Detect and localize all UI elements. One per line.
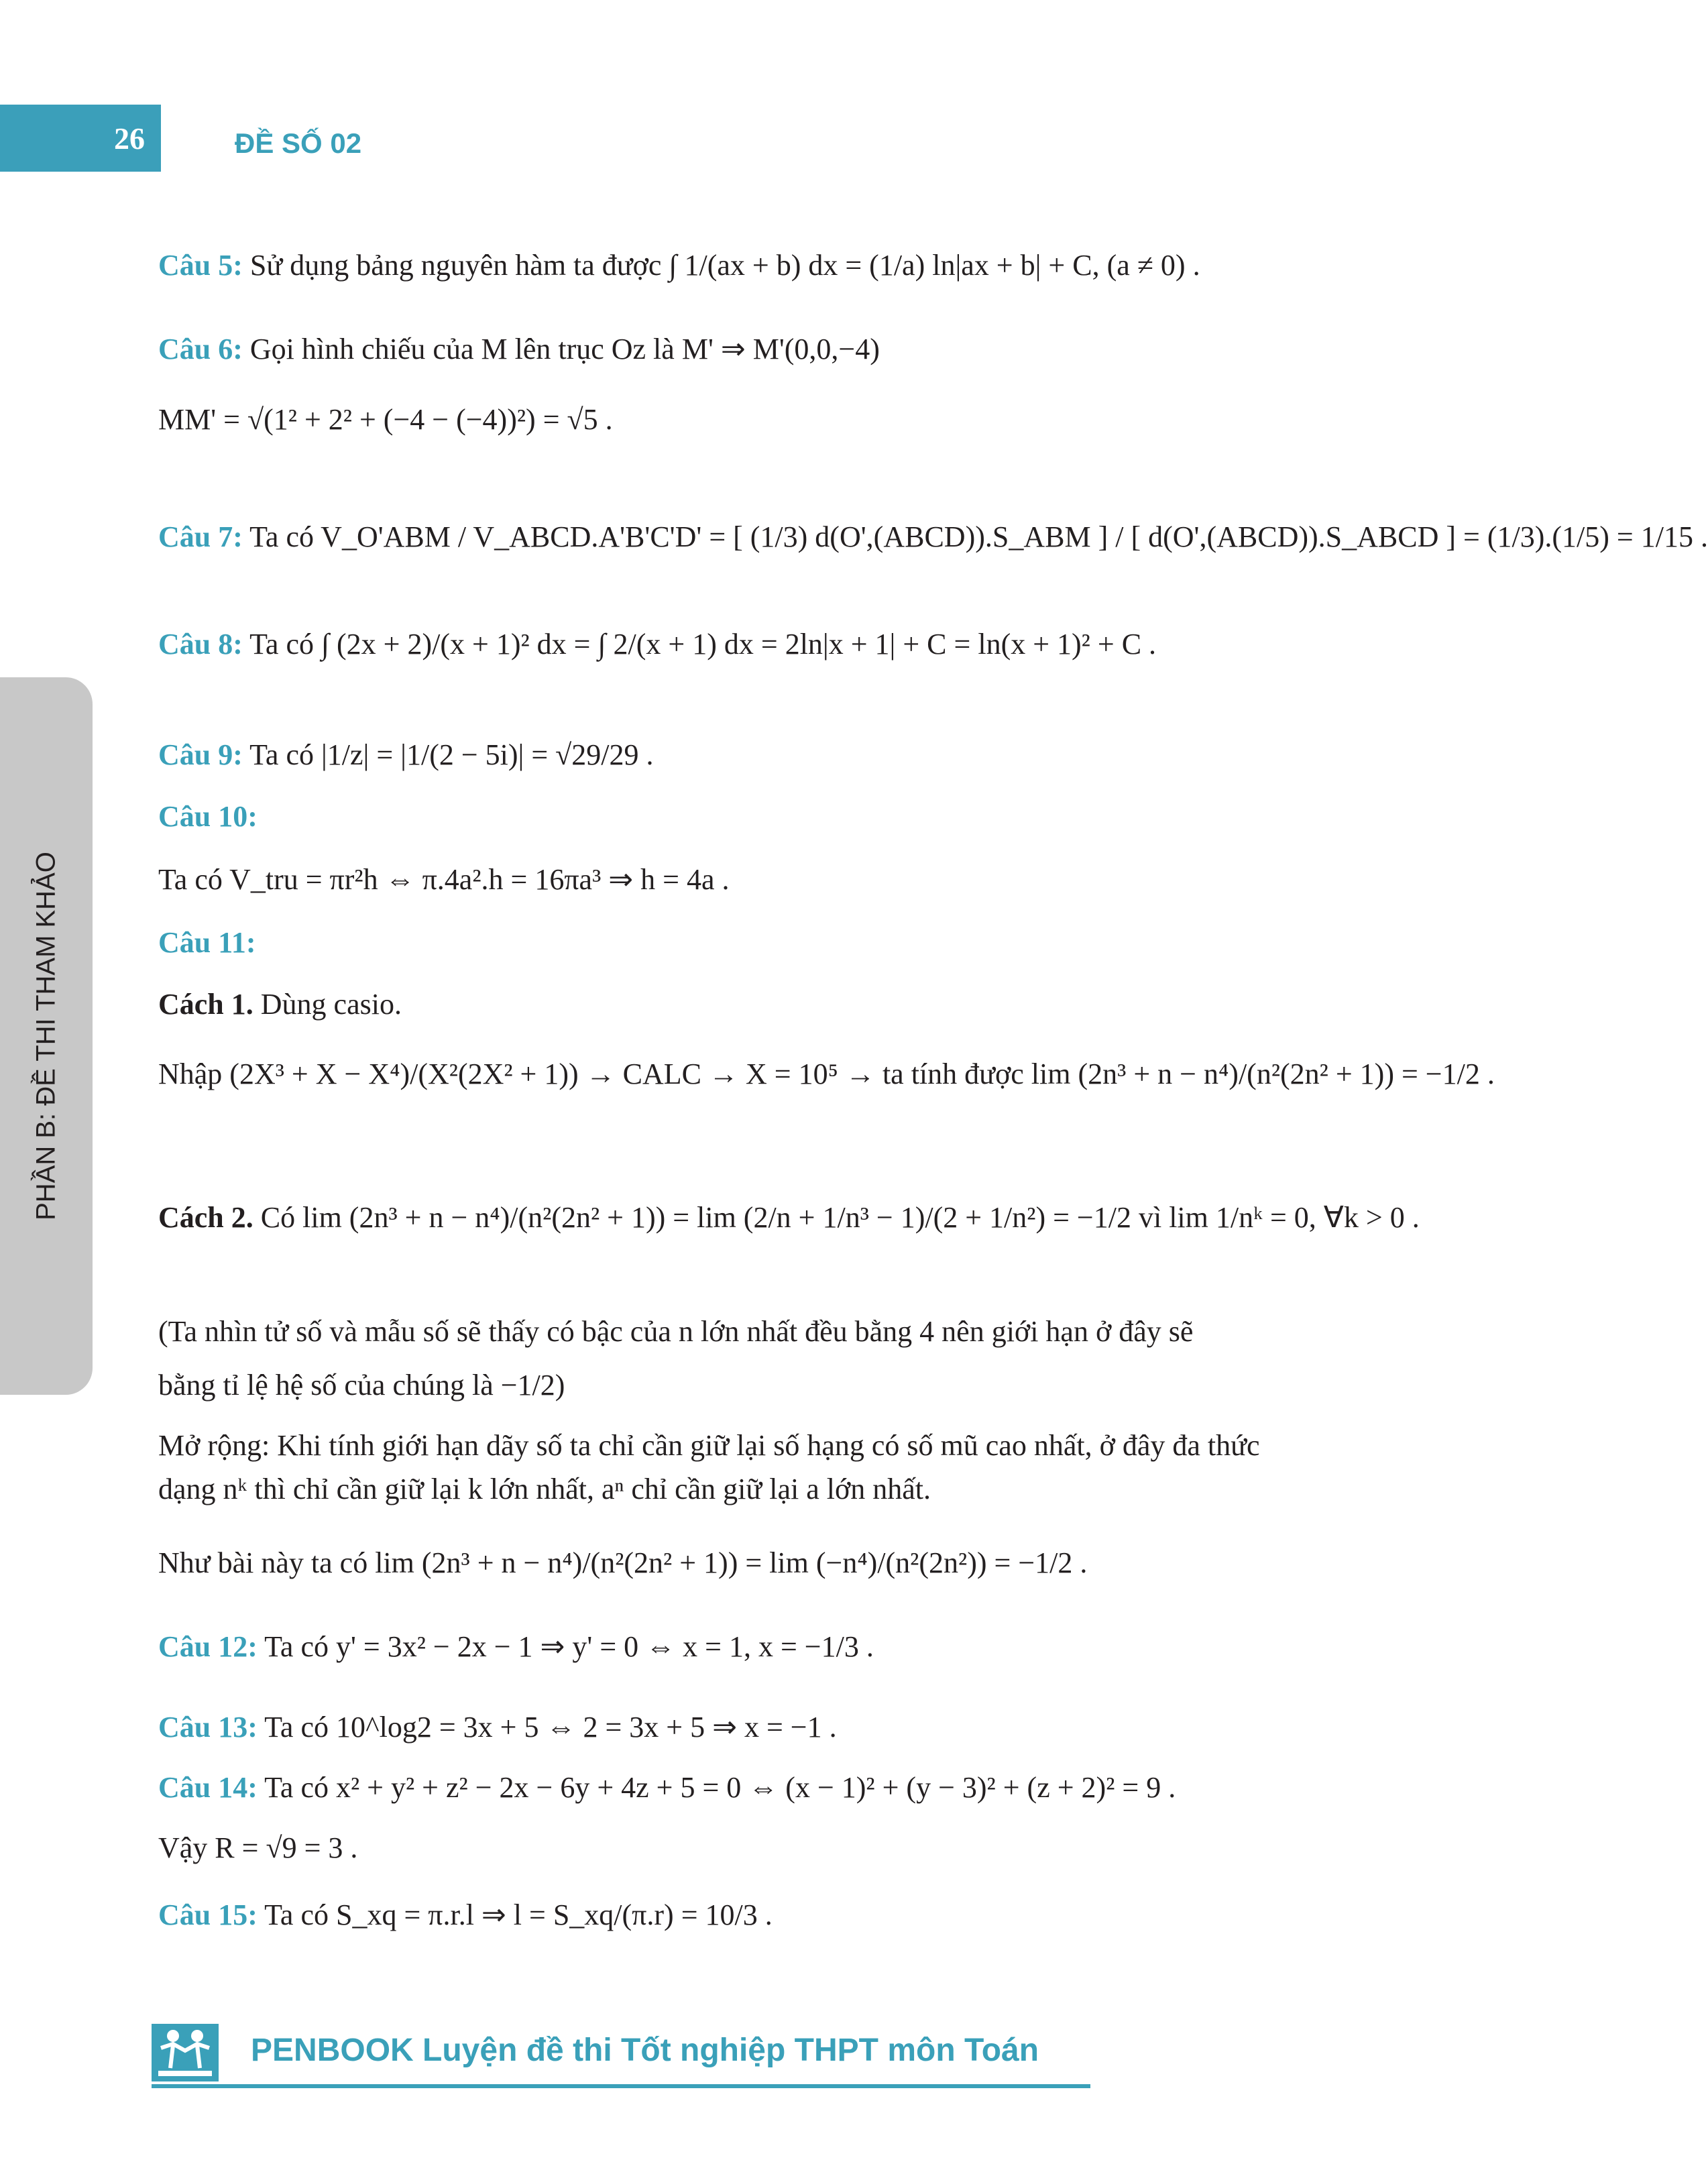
cach-2: Cách 2. Có lim (2n³ + n − n⁴)/(n²(2n² + 1)) = lim (2/n + 1/n³ − 1)/(2 + 1/n²) = −1/2 vì lim 1/nᵏ = 0, ∀k > 0 . <box>158 1201 1420 1234</box>
cau-9: Câu 9: Ta có |1/z| = |1/(2 − 5i)| = √29/29 . <box>158 738 654 771</box>
cau-6: Câu 6: Gọi hình chiếu của M lên trục Oz là M' ⇒ M'(0,0,−4) <box>158 333 880 365</box>
cau-10-solution: Ta có V_tru = πr²h ⇔ π.4a².h = 16πa³ ⇒ h = 4a . <box>158 863 730 896</box>
cau-10: Câu 10: <box>158 800 258 833</box>
footer-divider <box>152 2084 1090 2088</box>
note-line-1: (Ta nhìn tử số và mẫu số sẽ thấy có bậc của n lớn nhất đều bằng 4 nên giới hạn ở đây sẽ <box>158 1315 1194 1348</box>
cau-13: Câu 13: Ta có 10^log2 = 3x + 5 ⇔ 2 = 3x + 5 ⇒ x = −1 . <box>158 1711 837 1744</box>
penbook-logo-icon <box>152 2024 219 2081</box>
expand-line-1: Mở rộng: Khi tính giới hạn dãy số ta chỉ cần giữ lại số hạng có số mũ cao nhất, ở đây đa thức <box>158 1429 1260 1462</box>
footer-title: PENBOOK Luyện đề thi Tốt nghiệp THPT môn Toán <box>251 2033 1039 2068</box>
cau-12: Câu 12: Ta có y' = 3x² − 2x − 1 ⇒ y' = 0 ⇔ x = 1, x = −1/3 . <box>158 1630 874 1663</box>
cau-14-result: Vậy R = √9 = 3 . <box>158 1831 358 1864</box>
cau-15: Câu 15: Ta có S_xq = π.r.l ⇒ l = S_xq/(π.r) = 10/3 . <box>158 1898 773 1931</box>
cach-1-casio: Nhập (2X³ + X − X⁴)/(X²(2X² + 1)) → CALC → X = 10⁵ → ta tính được lim (2n³ + n − n⁴)/(n²(2n² + 1)) = −1/2 . <box>158 1058 1495 1090</box>
note-line-2: bằng tỉ lệ hệ số của chúng là −1/2) <box>158 1369 565 1402</box>
cau-14: Câu 14: Ta có x² + y² + z² − 2x − 6y + 4z + 5 = 0 ⇔ (x − 1)² + (y − 3)² + (z + 2)² = 9 . <box>158 1771 1176 1804</box>
exam-title: ĐỀ SỐ 02 <box>235 127 362 159</box>
expand-example: Như bài này ta có lim (2n³ + n − n⁴)/(n²(2n² + 1)) = lim (−n⁴)/(n²(2n²)) = −1/2 . <box>158 1546 1088 1579</box>
cau-11: Câu 11: <box>158 926 256 959</box>
cau-7: Câu 7: Ta có V_O'ABM / V_ABCD.A'B'C'D' = [ (1/3) d(O',(ABCD)).S_ABM ] / [ d(O',(ABCD)).S_ABCD ] = (1/3).(1/5) = 1/15 . <box>158 520 1708 553</box>
cau-8: Câu 8: Ta có ∫ (2x + 2)/(x + 1)² dx = ∫ 2/(x + 1) dx = 2ln|x + 1| + C = ln(x + 1)² + C . <box>158 628 1157 661</box>
page-number: 26 <box>114 121 145 156</box>
expand-line-2: dạng nᵏ thì chỉ cần giữ lại k lớn nhất, aⁿ chỉ cần giữ lại a lớn nhất. <box>158 1473 931 1505</box>
cau-5: Câu 5: Sử dụng bảng nguyên hàm ta được ∫ 1/(ax + b) dx = (1/a) ln|ax + b| + C, (a ≠ 0) . <box>158 249 1200 282</box>
cach-1: Cách 1. Dùng casio. <box>158 988 402 1021</box>
side-tab-label: PHẦN B: ĐỀ THI THAM KHẢO <box>31 852 61 1220</box>
cau-6-result: MM' = √(1² + 2² + (−4 − (−4))²) = √5 . <box>158 403 613 436</box>
